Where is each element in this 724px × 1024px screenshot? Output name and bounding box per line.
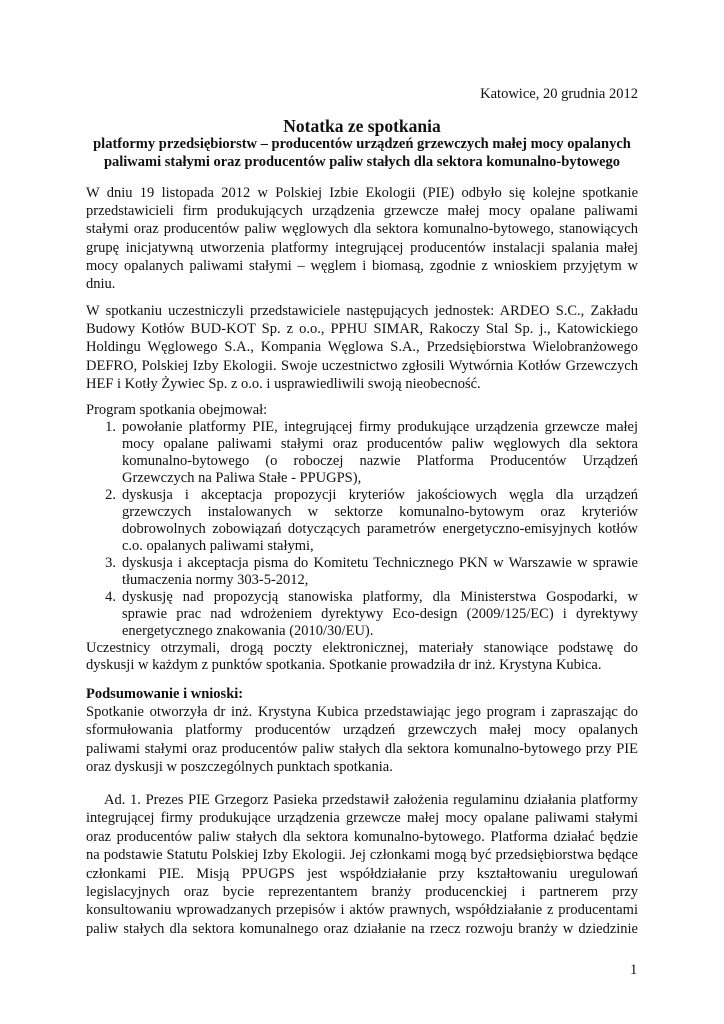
text-line: dyskusji w każdym z punktów spotkania. Spotkanie prowadziła dr inż. Krystyna Kubica. (86, 657, 602, 673)
text-line: c.o. opalanych paliwami stałymi, (122, 538, 314, 554)
text-line: przedstawicieli firm produkujących urządzenia grzewcze małej mocy opalane paliwami (86, 203, 638, 220)
text-line: paliwami stałymi oraz producentów paliw stałych dla sektora komunalno-bytowego przy PIE (86, 740, 638, 757)
intro-paragraph (86, 184, 638, 293)
text-line: legislacyjnych oraz bycie reprezentantem branży producenckiej i partnerem przy (86, 884, 638, 901)
program-item (86, 589, 638, 640)
text-line: komunalno-bytowego (o roboczej nazwie Platforma Producentów Urządzeń (122, 453, 638, 469)
subtitle-line: platformy przedsiębiorstw – producentów urządzeń grzewczych małej mocy opalanych (93, 136, 631, 152)
text-line: integrującej firmy produkujące urządzenia grzewcze małej mocy opalane paliwami stałymi (86, 810, 638, 827)
text-line: tłumaczenia normy 303-5-2012, (122, 572, 309, 588)
text-line: powołanie platformy PIE, integrującej firmy produkujące urządzenia grzewcze małej (122, 419, 638, 435)
text-line: dyskusja i akceptacja pisma do Komitetu Technicznego PKN w Warszawie w sprawie (122, 555, 638, 571)
text-line: dobrowolnych zobowiązań dotyczących parametrów energetyczno-emisyjnych kotłów (122, 521, 638, 537)
text-line: HEF i Kotły Żywiec Sp. z o.o. i usprawiedliwili swoją nieobecność. (86, 375, 481, 392)
text-line: grzewczych instalowanych w sektorze komunalno-bytowym oraz kryteriów (122, 504, 638, 520)
text-line: Spotkanie otworzyła dr inż. Krystyna Kubica przedstawiając jego program i zapraszając do (86, 704, 638, 721)
item-number: 1. (105, 419, 116, 435)
text-line: Budowy Kotłów BUD-KOT Sp. z o.o., PPHU SIMAR, Rakoczy Stal Sp. j., Katowickiego (86, 321, 638, 338)
text-line: DEFRO, Polskiej Izby Ekologii. Swoje uczestnictwo zgłosili Wytwórnia Kotłów Grzewczych (86, 357, 638, 374)
text-line: oraz producentów paliw stałych dla sektora komunalno-bytowego. Platforma działać będzie (86, 828, 638, 845)
text-line: na podstawie Statutu Polskiej Izby Ekologii. Jej członkami mogą być przedsiębiorstwa będące (86, 847, 638, 864)
item-number: 3. (105, 555, 116, 571)
program-item (86, 487, 638, 555)
text-line: oraz dyskusji w poszczególnych punktach spotkania. (86, 758, 393, 775)
text-line: dniu. (86, 276, 116, 293)
page-number: 1 (630, 962, 638, 978)
text-line: Holdingu Węglowego S.A., Kompania Węglowa S.A., Przedsiębiorstwa Wielobranżowego (86, 339, 638, 356)
text-line: dyskusję nad propozycją stanowiska platformy, dla Ministerstwa Gospodarki, w (122, 589, 638, 605)
text-line: energetycznego znakowania (2010/30/EU). (122, 623, 374, 639)
summary-heading: Podsumowanie i wnioski: (86, 686, 244, 702)
text-line: mocy opalanych paliwami stałymi – węglem i biomasą, zgodnie z wnioskiem przyjętym w (86, 257, 638, 274)
document-title: Notatka ze spotkania (283, 116, 441, 136)
item-number: 2. (105, 487, 116, 503)
text-line: stałymi oraz producentów paliw węglowych dla sektora komunalno-bytowego, stanowiących (86, 221, 638, 238)
text-line: Grzewczych na Paliwa Stałe - PPUGPS), (122, 470, 362, 486)
item-number: 4. (105, 589, 116, 605)
text-line: paliw stałych dla sektora komunalnego oraz działanie na rzecz rozwoju branży w dziedzinie (86, 920, 638, 937)
program-section (86, 402, 638, 674)
text-line: członkami PIE. Misją PPUGPS jest współdziałanie przy kształtowaniu uregulowań (86, 865, 638, 882)
text-line: dyskusja i akceptacja propozycji kryteriów jakościowych węgla dla urządzeń (122, 487, 638, 503)
text-line: W dniu 19 listopada 2012 w Polskiej Izbie Ekologii (PIE) odbyło się kolejne spotkanie (86, 185, 638, 201)
text-line: sprawie prac nad wdrożeniem dyrektywy Eco-design (2009/125/EC) i dyrektywy (122, 606, 638, 622)
text-line: Uczestnicy otrzymali, drogą poczty elektronicznej, materiały stanowiące podstawę do (86, 640, 638, 656)
participants-paragraph (86, 302, 638, 393)
text-line: sformułowania platformy producentów urządzeń grzewczych małej mocy opalanych (86, 722, 638, 739)
place-date: Katowice, 20 grudnia 2012 (480, 86, 638, 102)
text-line: mocy opalane paliwami stałymi oraz producentów paliw węglowych dla sektora (122, 436, 638, 452)
text-line: grupę inicjatywną utworzenia platformy integrującej producentów instalacji spalania małej (86, 239, 638, 256)
ad1-paragraph (86, 791, 638, 938)
program-item (86, 419, 638, 487)
subtitle-line: paliwami stałymi oraz producentów paliw stałych dla sektora komunalno-bytowego (103, 154, 621, 171)
summary-section (86, 685, 638, 776)
text-line: konsultowaniu wprowadzanych przepisów i aktów prawnych, współdziałanie z producentami (86, 902, 638, 919)
document-subtitle (86, 135, 638, 171)
text-line: W spotkaniu uczestniczyli przedstawiciele następujących jednostek: ARDEO S.C., Zakładu (86, 303, 638, 319)
program-heading: Program spotkania obejmował: (86, 402, 268, 418)
text-line: Ad. 1. Prezes PIE Grzegorz Pasieka przedstawił założenia regulaminu działania platformy (104, 792, 638, 808)
program-item (86, 555, 638, 589)
